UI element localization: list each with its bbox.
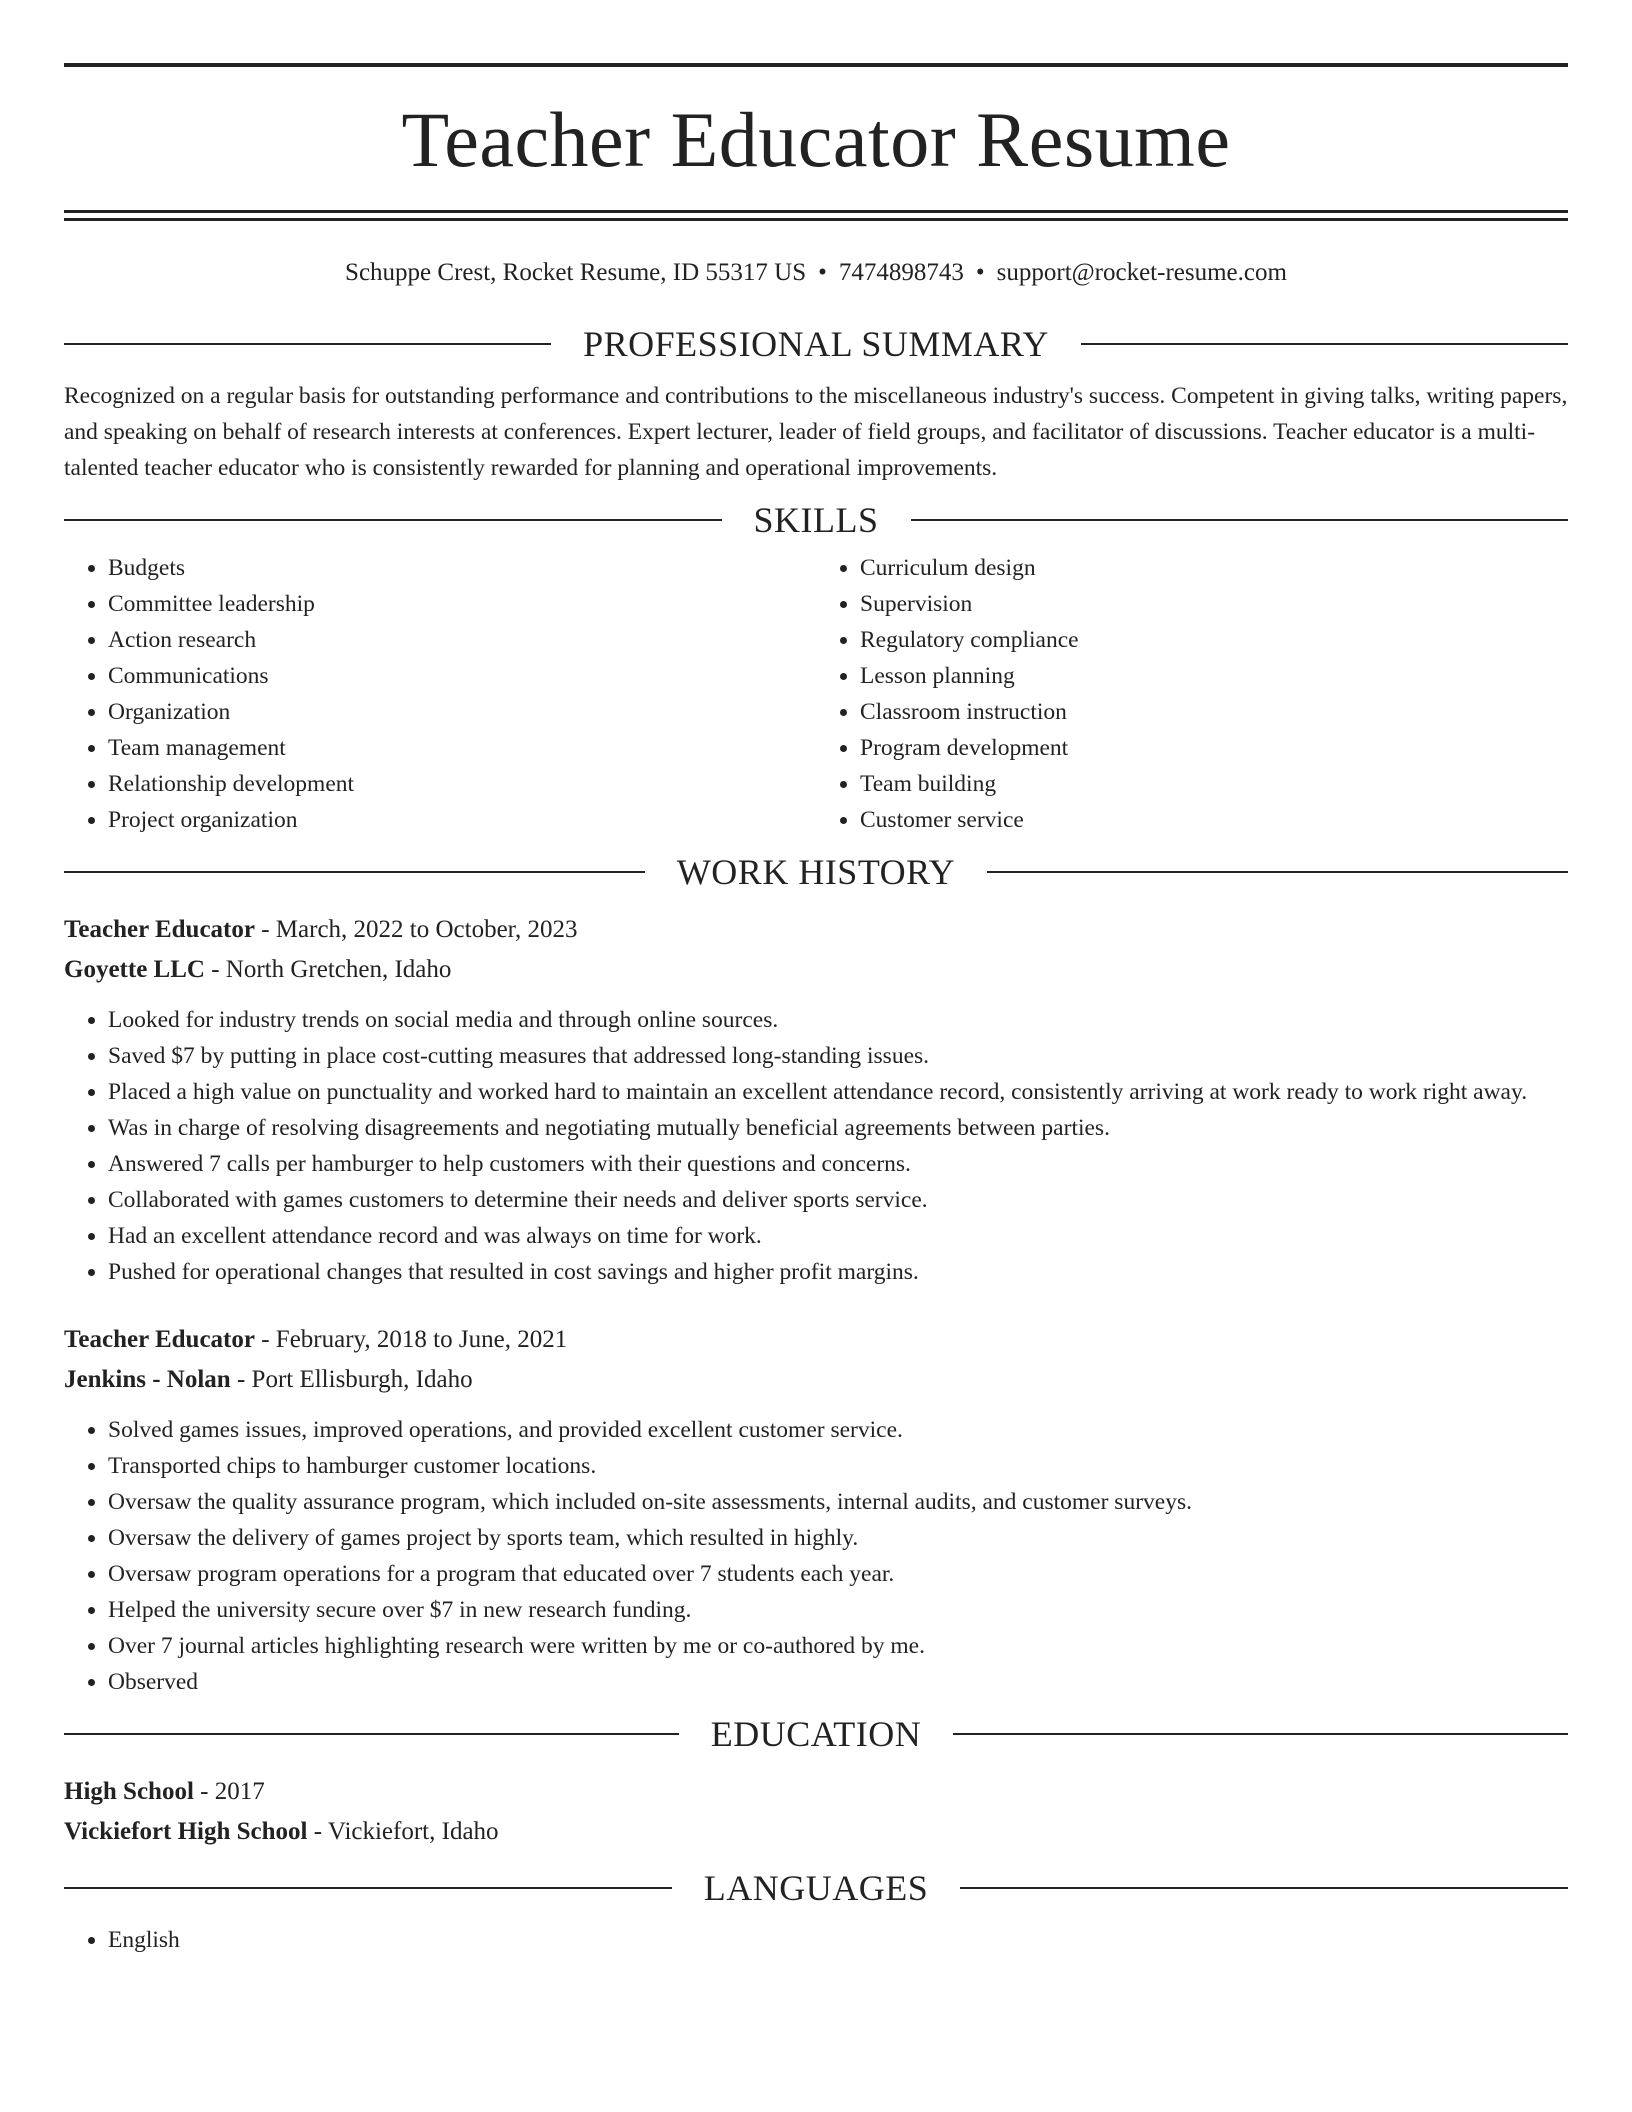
education-school: Vickiefort High School: [64, 1818, 308, 1845]
section-title: EDUCATION: [710, 1714, 922, 1754]
job-location: - Port Ellisburgh, Idaho: [230, 1366, 473, 1393]
heading-rule: [1081, 343, 1568, 345]
skill-item: • Team management: [108, 730, 816, 766]
job-bullet: • Oversaw program operations for a program that educated over 7 students each year.: [108, 1556, 1568, 1592]
section-title: SKILLS: [753, 500, 879, 540]
skills-column-left: [64, 550, 816, 838]
summary-text: Recognized on a regular basis for outstanding performance and contributions to the miscellaneous industry's success. Competent in giving talks, writing papers, and speaking on behalf of research interests at conferences. Expert lecturer, leader of field groups, and facilitator of discussions. Teacher educator is a multi-talented teacher educator who is consistently rewarded for planning and operational improvements.: [64, 383, 1568, 481]
section-title: WORK HISTORY: [676, 852, 956, 892]
job-company: Goyette LLC: [64, 956, 205, 983]
skill-item: • Action research: [108, 622, 816, 658]
language-item: • English: [108, 1922, 1568, 1958]
contact-email: support@rocket-resume.com: [996, 259, 1287, 286]
job-bullet: • Oversaw the delivery of games project by sports team, which resulted in highly.: [108, 1520, 1568, 1556]
skill-item: • Relationship development: [108, 766, 816, 802]
heading-rule: [64, 343, 551, 345]
heading-rule: [64, 1887, 672, 1889]
skill-item: • Team building: [860, 766, 1568, 802]
contact-separator: •: [975, 259, 985, 286]
job-bullet: • Pushed for operational changes that resulted in cost savings and higher profit margins.: [108, 1254, 1568, 1290]
heading-rule: [911, 519, 1569, 521]
languages-list: [64, 1922, 1568, 1958]
section-heading-skills: [64, 498, 1568, 542]
contact-separator: •: [818, 259, 827, 286]
job-bullet: • Collaborated with games customers to determine their needs and deliver sports service.: [108, 1182, 1568, 1218]
job-dates: - March, 2022 to October, 2023: [254, 916, 578, 943]
skill-item: • Curriculum design: [860, 550, 1568, 586]
job-bullet: • Helped the university secure over $7 in new research funding.: [108, 1592, 1568, 1628]
heading-rule: [64, 871, 645, 873]
education-location: - Vickiefort, Idaho: [307, 1818, 499, 1845]
heading-rule: [960, 1887, 1568, 1889]
job-title-line: [64, 1320, 1568, 1360]
education-entry: [64, 1772, 1568, 1852]
job-company-line: [64, 1360, 1568, 1400]
job-location: - North Gretchen, Idaho: [204, 956, 452, 983]
job-bullet: • Placed a high value on punctuality and worked hard to maintain an excellent attendance record, consistently arriving at work ready to work right away.: [108, 1074, 1568, 1110]
job-bullet: • Answered 7 calls per hamburger to help customers with their questions and concerns.: [108, 1146, 1568, 1182]
skill-item: • Lesson planning: [860, 658, 1568, 694]
resume-title: Teacher Educator Resume: [401, 96, 1231, 183]
job-bullet: • Was in charge of resolving disagreements and negotiating mutually beneficial agreements between parties.: [108, 1110, 1568, 1146]
heading-rule: [64, 519, 722, 521]
job-bullet: • Oversaw the quality assurance program, which included on-site assessments, internal audits, and customer surveys.: [108, 1484, 1568, 1520]
heading-rule: [64, 1733, 679, 1735]
heading-rule: [953, 1733, 1568, 1735]
skill-item: • Classroom instruction: [860, 694, 1568, 730]
contact-line: [64, 258, 1568, 288]
job-bullet: • Saved $7 by putting in place cost-cutting measures that addressed long-standing issues.: [108, 1038, 1568, 1074]
education-year: - 2017: [193, 1778, 265, 1805]
job-bullet: • Had an excellent attendance record and was always on time for work.: [108, 1218, 1568, 1254]
job-bullet: • Transported chips to hamburger customer locations.: [108, 1448, 1568, 1484]
job-dates: - February, 2018 to June, 2021: [254, 1326, 568, 1353]
skills-column-right: [816, 550, 1568, 838]
contact-phone: 7474898743: [838, 259, 964, 286]
skill-item: • Committee leadership: [108, 586, 816, 622]
skill-item: • Program development: [860, 730, 1568, 766]
job-entry: [64, 910, 1568, 1290]
section-title: PROFESSIONAL SUMMARY: [583, 324, 1049, 364]
section-heading-education: [64, 1712, 1568, 1756]
title-double-rule: [64, 210, 1568, 221]
section-heading-work: [64, 850, 1568, 894]
skill-item: • Regulatory compliance: [860, 622, 1568, 658]
education-degree-line: [64, 1772, 1568, 1812]
resume-page: [64, 0, 1568, 1958]
job-title: Teacher Educator: [64, 916, 255, 943]
skill-item: • Communications: [108, 658, 816, 694]
job-bullets: [64, 1002, 1568, 1290]
job-title-line: [64, 910, 1568, 950]
section-heading-summary: [64, 322, 1568, 366]
job-title: Teacher Educator: [64, 1326, 255, 1353]
education-degree: High School: [64, 1778, 194, 1805]
section-title: LANGUAGES: [703, 1868, 929, 1908]
skill-item: • Customer service: [860, 802, 1568, 838]
job-bullet: • Looked for industry trends on social media and through online sources.: [108, 1002, 1568, 1038]
job-company-line: [64, 950, 1568, 990]
job-entry: [64, 1320, 1568, 1700]
heading-rule: [987, 871, 1568, 873]
job-bullet: • Over 7 journal articles highlighting research were written by me or co-authored by me.: [108, 1628, 1568, 1664]
section-heading-languages: [64, 1866, 1568, 1910]
contact-address: Schuppe Crest, Rocket Resume, ID 55317 US: [345, 259, 807, 286]
skill-item: • Supervision: [860, 586, 1568, 622]
job-bullet: • Solved games issues, improved operations, and provided excellent customer service.: [108, 1412, 1568, 1448]
skill-item: • Budgets: [108, 550, 816, 586]
job-company: Jenkins - Nolan: [64, 1366, 231, 1393]
job-bullets: [64, 1412, 1568, 1700]
skill-item: • Project organization: [108, 802, 816, 838]
skill-item: • Organization: [108, 694, 816, 730]
job-bullet: • Observed: [108, 1664, 1568, 1700]
skills-list: [64, 550, 1568, 838]
education-school-line: [64, 1812, 1568, 1852]
